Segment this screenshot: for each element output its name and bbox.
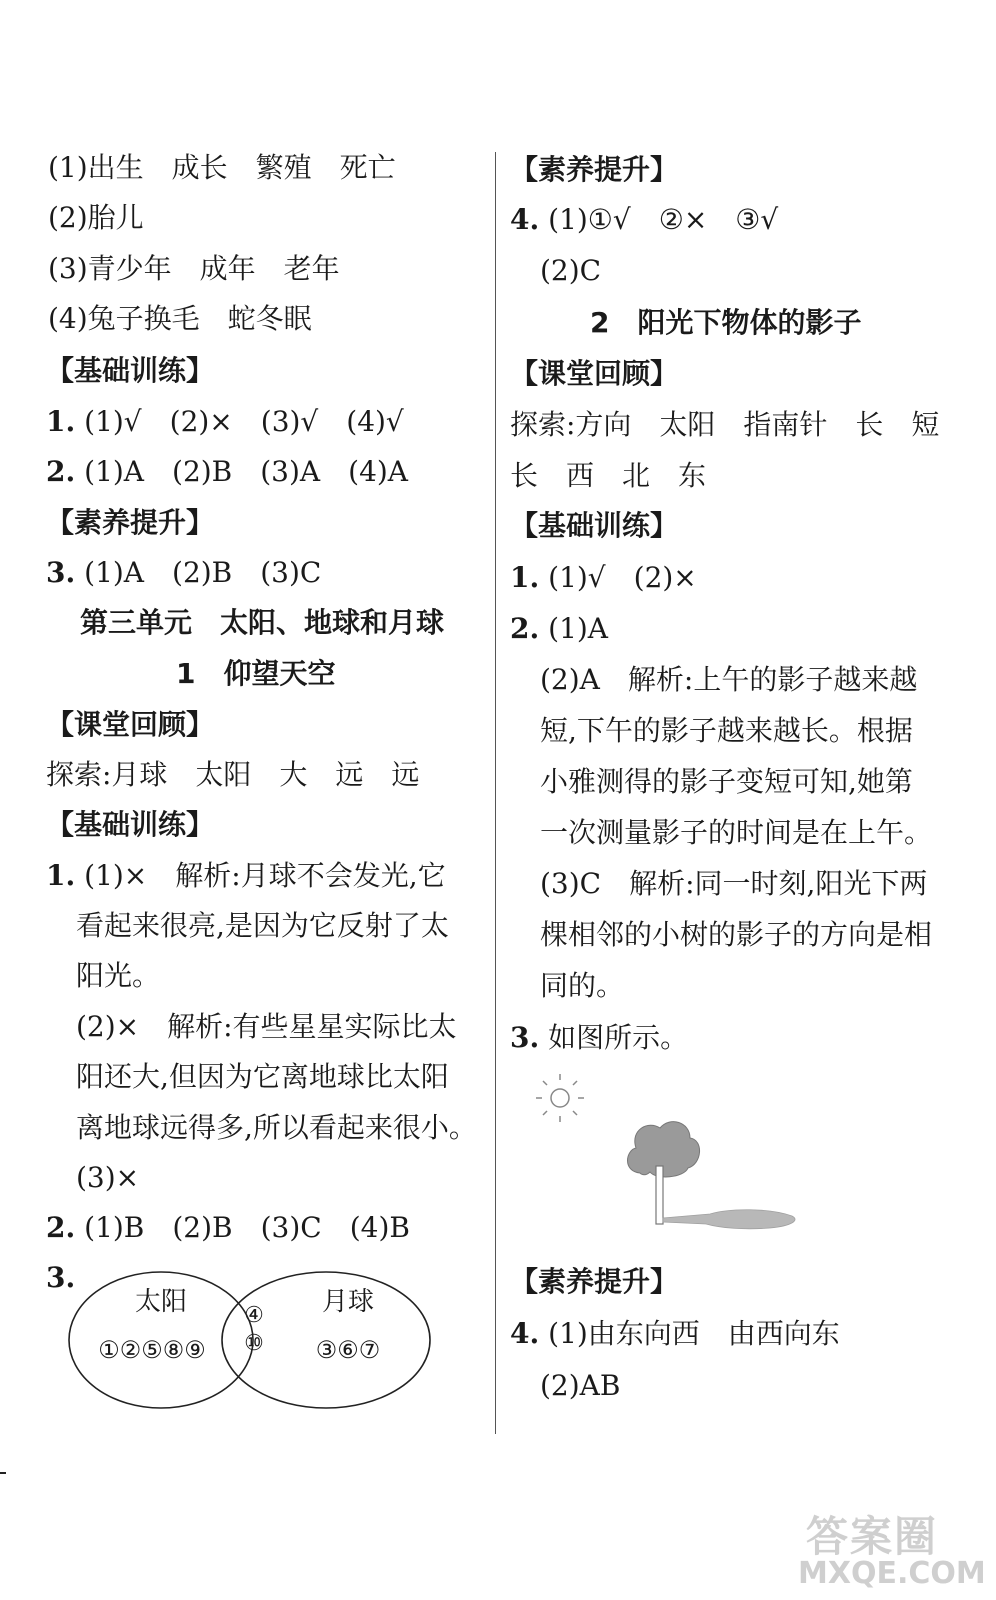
answer-line: 短,下午的影子越来越长。根据 [540,714,913,747]
question-number: 4. [510,1317,540,1350]
question-item [510,560,697,596]
lesson-title: 1 仰望天空 [176,657,336,690]
answer-line: 离地球远得多,所以看起来很小。 [76,1111,477,1144]
question-number: 3. [510,1021,540,1054]
question-number: 4. [510,203,540,236]
venn-overlap-bottom: ⑩ [244,1331,264,1356]
venn-left-items: ①②⑤⑧⑨ [98,1336,206,1364]
question-item [510,202,778,238]
section-heading: 【基础训练】 [46,808,215,841]
question-item [510,1316,840,1352]
question-answer: (1)A (2)B (3)A (4)A [84,455,409,488]
watermark-text-top: 答案圈 [806,1512,939,1561]
answer-line: (2)胎儿 [48,201,144,234]
question-answer: (1)由东向西 由西向东 [548,1317,840,1350]
answer-line: (3)青少年 成年 老年 [48,252,340,285]
answer-line: 同的。 [540,969,625,1002]
section-heading: 【课堂回顾】 [46,708,215,741]
answer-line: (2)C [540,254,602,287]
answer-line: 棵相邻的小树的影子的方向是相 [540,918,933,951]
watermark-logo [798,1504,986,1600]
explore-line: 长 西 北 东 [510,459,707,492]
shadow-figure [530,1068,820,1242]
venn-right-items: ③⑥⑦ [315,1336,381,1364]
question-number: 1. [46,405,76,438]
question-number: 2. [46,455,76,488]
question-number: 3. [46,1261,76,1294]
answer-line: (3)C 解析:同一时刻,阳光下两 [540,867,928,900]
venn-diagram [66,1262,436,1416]
question-number: 1. [46,859,76,892]
answer-line: 看起来很亮,是因为它反射了太 [76,909,449,942]
shadow-illustration [530,1068,820,1238]
question-item [510,611,608,647]
tree-shadow [663,1210,795,1229]
question-answer: (1)√ (2)× (3)√ (4)√ [84,405,404,438]
question-item [46,858,446,894]
section-heading: 【基础训练】 [510,509,679,542]
answer-line: 阳光。 [76,959,161,992]
answer-line: (2)A 解析:上午的影子越来越 [540,663,918,696]
question-answer: (1)A [548,612,609,645]
question-answer: (1)B (2)B (3)C (4)B [84,1211,410,1244]
unit-title: 第三单元 太阳、地球和月球 [80,606,445,639]
question-item [510,1020,688,1056]
question-item [46,454,408,490]
section-heading: 【素养提升】 [46,506,215,539]
question-item [46,1210,410,1246]
page-edge-mark [0,1472,6,1474]
question-number: 3. [46,556,76,589]
venn-ellipses [66,1262,436,1412]
answer-line: (1)出生 成长 繁殖 死亡 [48,151,396,184]
question-item [46,404,404,440]
section-heading: 【基础训练】 [46,354,215,387]
sun-icon [536,1074,584,1122]
section-heading: 【素养提升】 [510,153,679,186]
question-number: 2. [46,1211,76,1244]
question-answer: 如图所示。 [548,1021,689,1054]
venn-left-label: 太阳 [134,1287,188,1317]
question-item [46,555,321,591]
tree-icon [628,1122,700,1224]
column-divider [495,152,496,1434]
question-answer: (1)①√ ②× ③√ [548,203,779,236]
answer-line: 阳还大,但因为它离地球比太阳 [76,1060,449,1093]
lesson-title: 2 阳光下物体的影子 [590,306,862,339]
question-number: 1. [510,561,540,594]
explore-line: 探索:方向 太阳 指南针 长 短 [510,408,940,441]
answer-line: 一次测量影子的时间是在上午。 [540,816,933,849]
answer-line: 小雅测得的影子变短可知,她第 [540,765,913,798]
answer-line: (4)兔子换毛 蛇冬眠 [48,302,312,335]
watermark-text-bottom: MXQE.COM [798,1556,986,1591]
question-answer: (1)A (2)B (3)C [84,556,322,589]
section-heading: 【素养提升】 [510,1265,679,1298]
question-answer: (1)× 解析:月球不会发光,它 [84,859,446,892]
answer-line: (3)× [76,1161,140,1194]
section-heading: 【课堂回顾】 [510,357,679,390]
venn-right-label: 月球 [321,1287,375,1317]
venn-overlap-top: ④ [244,1303,264,1328]
answer-line: (2)× 解析:有些星星实际比太 [76,1010,457,1043]
question-number: 2. [510,612,540,645]
explore-line: 探索:月球 太阳 大 远 远 [46,758,420,791]
question-answer: (1)√ (2)× [548,561,697,594]
answer-line: (2)AB [540,1369,621,1402]
